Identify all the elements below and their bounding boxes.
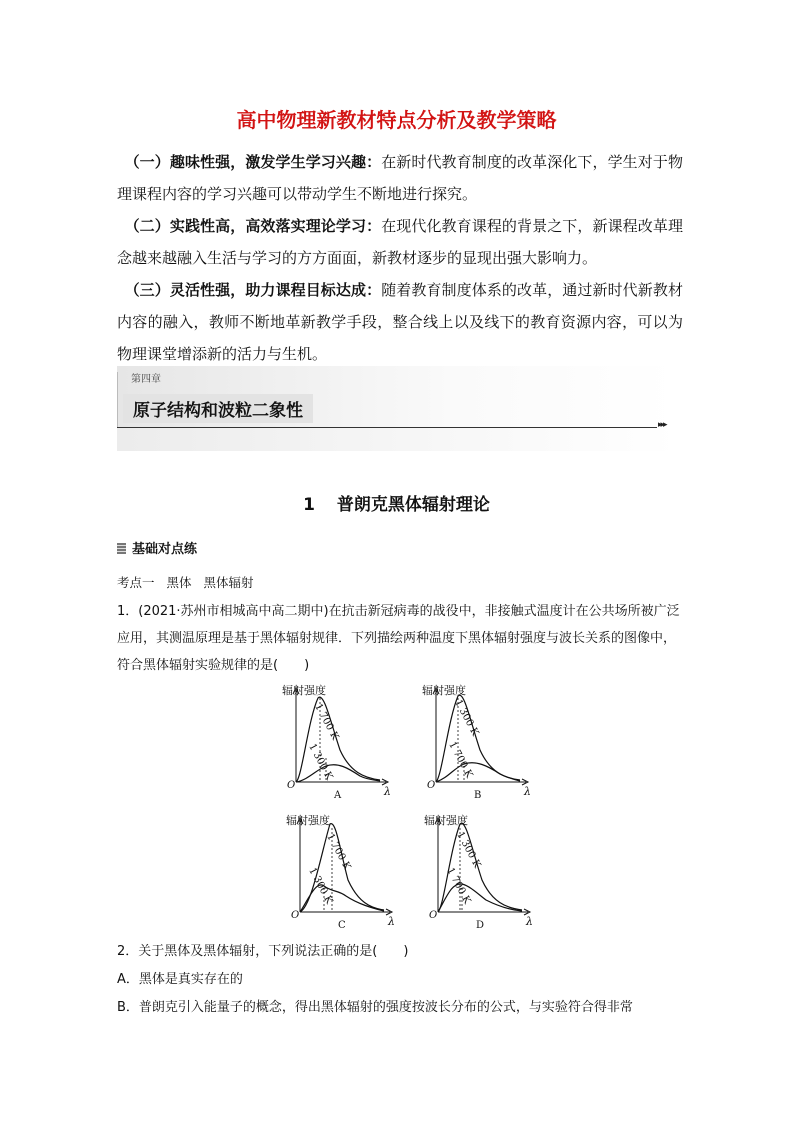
x-axis-label: λ bbox=[526, 915, 533, 928]
chart-option-d bbox=[410, 810, 535, 930]
intro-2-heading: （二）实践性高，高效落实理论学习： bbox=[132, 217, 382, 235]
origin-label: O bbox=[287, 780, 296, 791]
intro-1-text: 在新时代教育制度的改革深化下，学生对于物理课程内容的学习兴趣可以带动学生不断地进行探究。 bbox=[117, 153, 683, 203]
chapter-arrows-icon: ▸▸▸ bbox=[658, 420, 666, 430]
option-letter: B bbox=[474, 790, 482, 801]
option-letter: A bbox=[334, 790, 342, 801]
intro-3-heading: （三）灵活性强，助力课程目标达成： bbox=[132, 281, 382, 299]
upper-curve-temperature-label: 1 700 K bbox=[312, 702, 341, 742]
chapter-underline bbox=[117, 427, 657, 428]
chapter-divider-vertical bbox=[117, 372, 118, 428]
intro-paragraph-2 bbox=[117, 210, 683, 274]
x-axis-label: λ bbox=[384, 785, 391, 798]
topic-item-2: 黑体辐射 bbox=[203, 575, 254, 590]
y-axis-label: 辐射强度 bbox=[282, 684, 326, 697]
lower-curve bbox=[436, 763, 520, 782]
subhead-text: 基础对点练 bbox=[132, 542, 198, 557]
lower-curve bbox=[296, 765, 380, 782]
upper-curve-temperature-label: 1 300 K bbox=[454, 830, 483, 870]
question-2: 2．关于黑体及黑体辐射，下列说法正确的是( ) bbox=[117, 944, 409, 959]
x-axis-label: λ bbox=[524, 785, 531, 798]
intro-paragraph-3 bbox=[117, 274, 683, 370]
upper-curve bbox=[436, 695, 520, 782]
option-letter: C bbox=[338, 920, 346, 931]
subhead-marker-icon bbox=[117, 543, 126, 554]
topic-line bbox=[117, 573, 266, 591]
subhead bbox=[117, 538, 197, 557]
chart-option-a bbox=[268, 680, 393, 800]
intro-2-text: 在现代化教育课程的背景之下，新课程改革理念越来越融入生活与学习的方方面面，新教材逐步的显现出强大影响力。 bbox=[117, 217, 683, 267]
upper-curve-temperature-label: 1 300 K bbox=[452, 698, 481, 738]
question-2-option-b: B．普朗克引入能量子的概念，得出黑体辐射的强度按波长分布的公式，与实验符合得非常 bbox=[117, 1000, 633, 1015]
chapter-banner bbox=[117, 366, 677, 451]
lower-curve-temperature-label: 1 700 K bbox=[444, 866, 473, 906]
y-axis-label: 辐射强度 bbox=[422, 684, 466, 697]
section-name: 普朗克黑体辐射理论 bbox=[336, 495, 490, 515]
question-1: 1．(2021·苏州市相城高中高二期中)在抗击新冠病毒的战役中，非接触式温度计在公共场所被广泛应用，其测温原理是基于黑体辐射规律．下列描绘两种温度下黑体辐射强度与波长关系的图像中，符合黑体辐射实验规律的是( ) bbox=[117, 604, 680, 673]
chapter-name: 原子结构和波粒二象性 bbox=[123, 394, 313, 423]
lower-curve-temperature-label: 1 300 K bbox=[306, 742, 335, 782]
chapter-banner-shadow bbox=[117, 428, 677, 451]
origin-label: O bbox=[291, 910, 300, 921]
page-title: 高中物理新教材特点分析及教学策略 bbox=[236, 108, 557, 132]
topic-item-1: 黑体 bbox=[166, 575, 192, 590]
x-axis-label: λ bbox=[388, 915, 395, 928]
upper-curve-temperature-label: 1 700 K bbox=[324, 832, 353, 872]
chart-option-b bbox=[408, 680, 533, 800]
upper-curve bbox=[296, 697, 380, 782]
origin-label: O bbox=[427, 780, 436, 791]
lower-curve-temperature-label: 1 300 K bbox=[306, 866, 335, 906]
option-letter: D bbox=[476, 920, 485, 931]
question-2-option-a: A．黑体是真实存在的 bbox=[117, 972, 243, 987]
chart-option-c bbox=[272, 810, 397, 930]
y-axis-label: 辐射强度 bbox=[286, 814, 330, 827]
intro-paragraph-1 bbox=[117, 146, 683, 210]
intro-1-heading: （一）趣味性强，激发学生学习兴趣： bbox=[132, 153, 382, 171]
answer-charts bbox=[268, 680, 538, 930]
origin-label: O bbox=[429, 910, 438, 921]
section-number: 1 bbox=[303, 495, 315, 515]
y-axis-label: 辐射强度 bbox=[424, 814, 468, 827]
topic-label: 考点一 bbox=[117, 575, 155, 590]
chapter-label: 第四章 bbox=[131, 374, 161, 385]
section-title bbox=[0, 490, 793, 515]
lower-curve-temperature-label: 1 700 K bbox=[446, 740, 475, 780]
intro-3-text: 随着教育制度体系的改革，通过新时代新教材内容的融入，教师不断地革新教学手段，整合线上以及线下的教育资源内容，可以为物理课堂增添新的活力与生机。 bbox=[117, 281, 683, 363]
